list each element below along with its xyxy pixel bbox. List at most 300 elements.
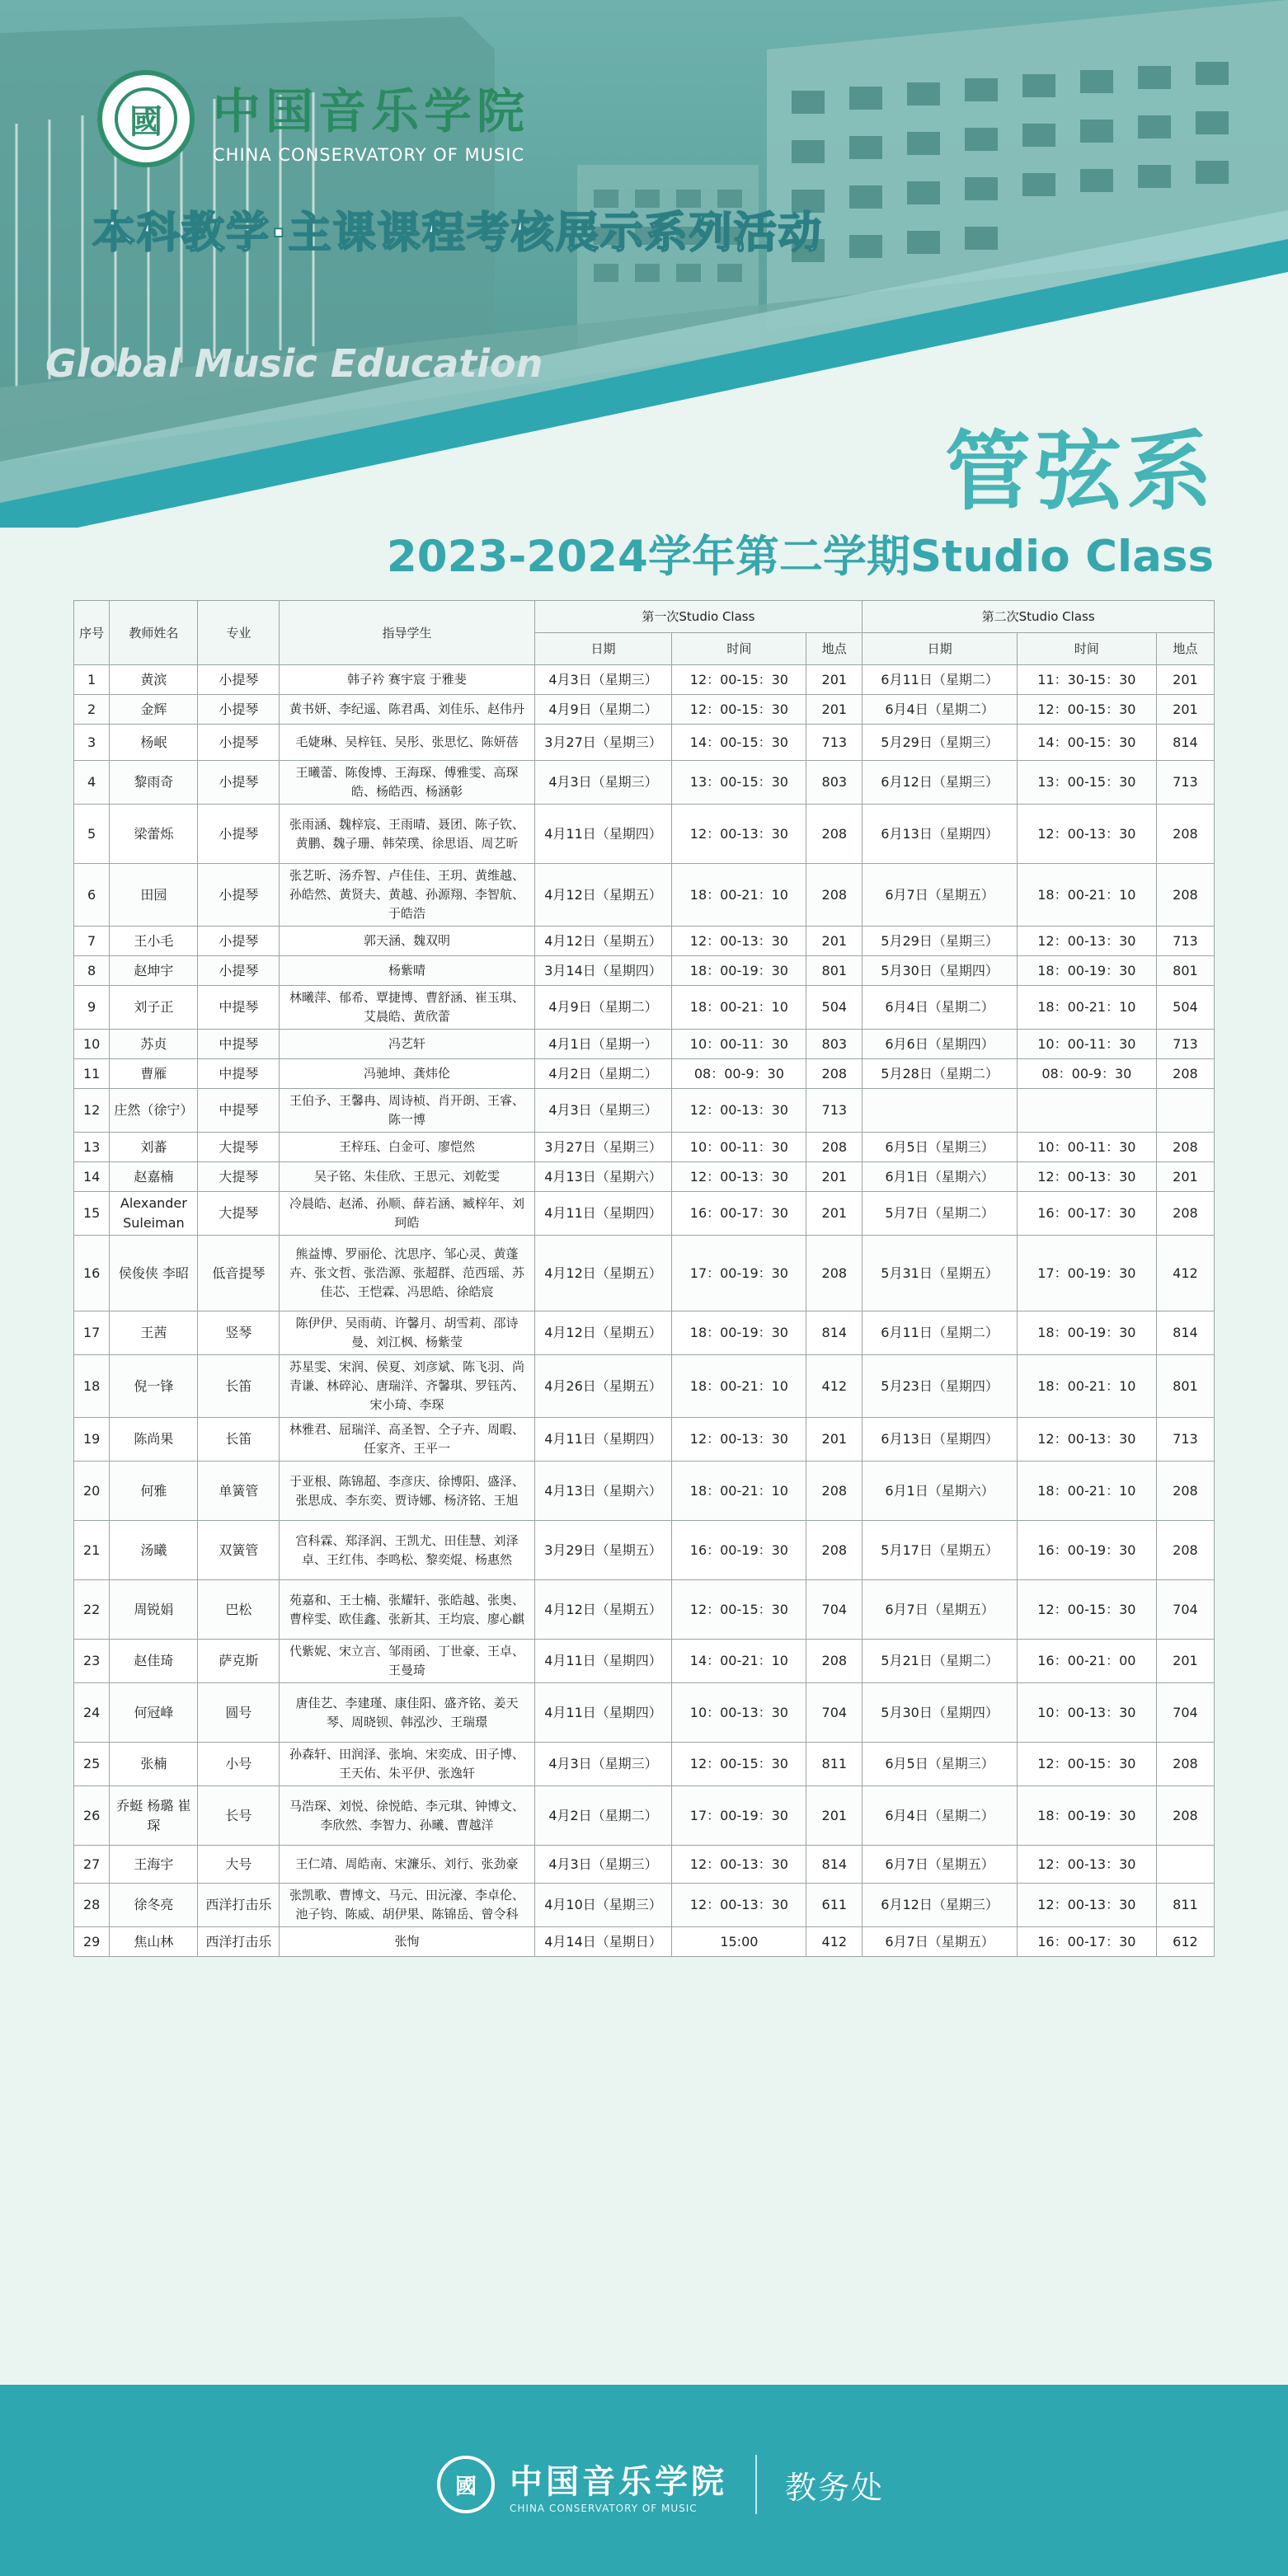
header-students: 指导学生 [280,601,534,665]
cell-time-2: 12：00-15：30 [1017,1743,1156,1786]
cell-place-1: 201 [806,1162,863,1192]
cell-time-1: 15:00 [672,1927,806,1957]
cell-place-1: 814 [806,1846,863,1884]
cell-no: 9 [74,986,110,1030]
cell-students: 林曦萍、郁希、覃捷博、曹舒涵、崔玉琪、艾晨皓、黄欣蕾 [280,986,534,1030]
cell-time-1: 16：00-19：30 [672,1521,806,1580]
school-logo [97,70,529,167]
cell-no: 4 [74,761,110,805]
cell-no: 16 [74,1236,110,1311]
cell-major: 小号 [198,1743,280,1786]
cell-time-1: 12：00-15：30 [672,665,806,695]
cell-teacher: 何雅 [110,1462,198,1521]
cell-place-1: 201 [806,665,863,695]
table-row [74,1786,1215,1846]
cell-students: 王梓珏、白金可、廖恺然 [280,1133,534,1162]
cell-place-2: 208 [1156,805,1214,864]
table-row [74,1355,1215,1418]
table-row [74,1927,1215,1957]
semester-title: 2023-2024学年第二学期Studio Class [386,532,1214,582]
cell-date-1: 4月11日（星期四） [534,1192,672,1236]
table-row [74,1418,1215,1462]
cell-major: 圆号 [198,1683,280,1743]
table-row [74,1521,1215,1580]
cell-time-2: 10：00-11：30 [1017,1133,1156,1162]
cell-major: 大提琴 [198,1133,280,1162]
cell-time-1: 12：00-13：30 [672,927,806,956]
cell-place-2: 801 [1156,1355,1214,1418]
cell-no: 10 [74,1030,110,1059]
cell-major: 西洋打击乐 [198,1884,280,1927]
cell-major: 竖琴 [198,1311,280,1355]
cell-teacher: 徐冬亮 [110,1884,198,1927]
cell-major: 小提琴 [198,927,280,956]
cell-time-1: 18：00-21：10 [672,864,806,927]
cell-no: 2 [74,695,110,725]
cell-students: 宫科霖、郑泽润、王凯尤、田佳慧、刘泽卓、王红伟、李鸣松、黎奕焜、杨惠然 [280,1521,534,1580]
cell-teacher: 苏贞 [110,1030,198,1059]
cell-place-2: 713 [1156,927,1214,956]
cell-time-1: 12：00-13：30 [672,1162,806,1192]
cell-teacher: 王海宇 [110,1846,198,1884]
cell-no: 20 [74,1462,110,1521]
cell-time-2: 12：00-13：30 [1017,1884,1156,1927]
cell-students: 冷晨皓、赵浠、孙顺、薛若涵、臧梓年、刘珂皓 [280,1192,534,1236]
cell-date-2: 5月30日（星期四） [863,1683,1018,1743]
cell-place-1: 208 [806,1059,863,1089]
header-first-class: 第一次Studio Class [534,601,863,633]
cell-place-2: 208 [1156,1462,1214,1521]
cell-time-1: 10：00-11：30 [672,1133,806,1162]
cell-teacher: 田园 [110,864,198,927]
table-row [74,1683,1215,1743]
cell-major: 长笛 [198,1418,280,1462]
cell-teacher: 汤曦 [110,1521,198,1580]
cell-date-2: 6月13日（星期四） [863,1418,1018,1462]
cell-place-2: 208 [1156,1059,1214,1089]
cell-place-2: 208 [1156,864,1214,927]
table-row [74,1846,1215,1884]
cell-place-1: 704 [806,1683,863,1743]
cell-no: 5 [74,805,110,864]
cell-major: 小提琴 [198,695,280,725]
cell-students: 张凯歌、曹博文、马元、田沅濠、李卓伦、池子钧、陈威、胡伊果、陈锦岳、曾令科 [280,1884,534,1927]
cell-place-2: 801 [1156,956,1214,986]
cell-place-1: 208 [806,864,863,927]
cell-place-2 [1156,1089,1214,1133]
cell-major: 小提琴 [198,956,280,986]
footer-office-name: 教务处 [785,2469,885,2506]
cell-students: 杨紫晴 [280,956,534,986]
cell-students: 苑嘉和、王士楠、张耀轩、张皓越、张奥、曹梓雯、欧佳鑫、张新其、王均宸、廖心麒 [280,1580,534,1640]
cell-place-2: 612 [1156,1927,1214,1957]
cell-teacher: 乔蜓 杨璐 崔琛 [110,1786,198,1846]
cell-major: 小提琴 [198,665,280,695]
cell-place-2: 704 [1156,1683,1214,1743]
cell-date-1: 4月14日（星期日） [534,1927,672,1957]
cell-place-1: 208 [806,1640,863,1683]
cell-date-2: 5月29日（星期三） [863,927,1018,956]
cell-date-2: 6月1日（星期六） [863,1462,1018,1521]
table-row [74,986,1215,1030]
table-row [74,1162,1215,1192]
cell-date-2: 6月12日（星期三） [863,761,1018,805]
cell-teacher: 刘蕃 [110,1133,198,1162]
cell-time-2: 18：00-19：30 [1017,956,1156,986]
cell-place-2: 811 [1156,1884,1214,1927]
cell-date-2: 6月4日（星期二） [863,695,1018,725]
cell-students: 张雨涵、魏梓宸、王雨晴、聂团、陈子钦、黄鹏、魏子珊、韩荣璞、徐思语、周艺昕 [280,805,534,864]
cell-students: 熊益博、罗丽伦、沈思序、邹心灵、黄蓬卉、张文哲、张浩源、张超群、范西瑶、苏佳芯、王恺霖、冯思皓、徐皓宸 [280,1236,534,1311]
cell-date-1: 4月12日（星期五） [534,927,672,956]
cell-place-1: 801 [806,956,863,986]
cell-major: 大提琴 [198,1162,280,1192]
cell-major: 中提琴 [198,1059,280,1089]
cell-place-2: 208 [1156,1133,1214,1162]
cell-date-1: 4月11日（星期四） [534,805,672,864]
cell-place-2: 814 [1156,725,1214,761]
cell-time-2: 16：00-17：30 [1017,1192,1156,1236]
cell-date-1: 3月27日（星期三） [534,725,672,761]
cell-date-1: 4月13日（星期六） [534,1162,672,1192]
cell-time-2: 12：00-15：30 [1017,1580,1156,1640]
cell-no: 28 [74,1884,110,1927]
cell-place-2: 713 [1156,761,1214,805]
cell-place-2: 713 [1156,1418,1214,1462]
cell-place-1: 208 [806,1133,863,1162]
cell-time-2: 12：00-15：30 [1017,695,1156,725]
schedule-table-wrapper [73,600,1215,1957]
cell-place-2: 208 [1156,1786,1214,1846]
cell-place-1: 814 [806,1311,863,1355]
cell-time-1: 17：00-19：30 [672,1786,806,1846]
cell-no: 24 [74,1683,110,1743]
header-major: 专业 [198,601,280,665]
cell-teacher: 杨岷 [110,725,198,761]
header-time-1: 时间 [672,633,806,665]
cell-date-1: 4月11日（星期四） [534,1418,672,1462]
cell-teacher: 周锐娟 [110,1580,198,1640]
footer-divider [755,2455,757,2514]
cell-time-2: 08：00-9：30 [1017,1059,1156,1089]
cell-time-1: 12：00-15：30 [672,695,806,725]
cell-no: 27 [74,1846,110,1884]
cell-time-2: 16：00-17：30 [1017,1927,1156,1957]
cell-date-2: 6月7日（星期五） [863,1927,1018,1957]
table-row [74,665,1215,695]
cell-place-2: 412 [1156,1236,1214,1311]
seal-character: 國 [115,87,177,150]
cell-students: 张恂 [280,1927,534,1957]
cell-teacher: 王茜 [110,1311,198,1355]
cell-place-1: 201 [806,927,863,956]
cell-place-2: 201 [1156,665,1214,695]
cell-teacher: 张楠 [110,1743,198,1786]
header-time-2: 时间 [1017,633,1156,665]
cell-place-2: 201 [1156,1162,1214,1192]
cell-time-2: 16：00-21：00 [1017,1640,1156,1683]
cell-date-1: 4月12日（星期五） [534,1236,672,1311]
cell-major: 双簧管 [198,1521,280,1580]
cell-time-2: 18：00-21：10 [1017,986,1156,1030]
cell-place-1: 201 [806,1418,863,1462]
cell-major: 小提琴 [198,725,280,761]
cell-students: 孙森轩、田润泽、张垧、宋奕成、田子博、王天佑、朱平伊、张逸轩 [280,1743,534,1786]
cell-date-2: 6月6日（星期四） [863,1030,1018,1059]
table-row [74,1192,1215,1236]
cell-no: 17 [74,1311,110,1355]
cell-time-1: 12：00-13：30 [672,1089,806,1133]
cell-major: 低音提琴 [198,1236,280,1311]
cell-teacher: 黎雨奇 [110,761,198,805]
footer-school-name-en: CHINA CONSERVATORY OF MUSIC [510,2502,698,2514]
cell-place-2: 201 [1156,1640,1214,1683]
cell-time-1: 12：00-13：30 [672,1418,806,1462]
cell-major: 大提琴 [198,1192,280,1236]
cell-major: 单簧管 [198,1462,280,1521]
school-seal-icon [97,70,195,167]
table-row [74,1743,1215,1786]
cell-place-1: 713 [806,725,863,761]
cell-date-1: 4月2日（星期二） [534,1786,672,1846]
footer-seal-icon: 國 [437,2456,495,2513]
cell-students: 王曦蕾、陈俊博、王海琛、傅雅雯、高琛皓、杨皓西、杨涵彰 [280,761,534,805]
cell-time-1: 18：00-21：10 [672,1462,806,1521]
header-date-1: 日期 [534,633,672,665]
cell-major: 小提琴 [198,761,280,805]
cell-major: 长号 [198,1786,280,1846]
cell-no: 25 [74,1743,110,1786]
cell-date-1: 4月2日（星期二） [534,1059,672,1089]
cell-date-1: 4月12日（星期五） [534,1311,672,1355]
cell-time-1: 14：00-15：30 [672,725,806,761]
cell-teacher: 倪一锋 [110,1355,198,1418]
cell-place-1: 208 [806,805,863,864]
cell-date-1: 4月26日（星期五） [534,1355,672,1418]
cell-teacher: 王小毛 [110,927,198,956]
cell-date-2: 6月4日（星期二） [863,1786,1018,1846]
cell-place-1: 201 [806,1786,863,1846]
cell-date-2: 6月5日（星期三） [863,1133,1018,1162]
cell-students: 王伯予、王馨冉、周诗桢、肖开朗、王睿、陈一博 [280,1089,534,1133]
cell-place-1: 412 [806,1355,863,1418]
cell-no: 22 [74,1580,110,1640]
cell-no: 11 [74,1059,110,1089]
cell-date-1: 4月3日（星期三） [534,761,672,805]
cell-major: 中提琴 [198,986,280,1030]
table-row [74,695,1215,725]
cell-teacher: 黄滨 [110,665,198,695]
header-place-1: 地点 [806,633,863,665]
cell-no: 29 [74,1927,110,1957]
cell-students: 冯艺轩 [280,1030,534,1059]
table-row [74,1884,1215,1927]
cell-time-1: 12：00-13：30 [672,1846,806,1884]
cell-teacher: 刘子正 [110,986,198,1030]
cell-major: 小提琴 [198,864,280,927]
header-date-2: 日期 [863,633,1018,665]
cell-place-2: 704 [1156,1580,1214,1640]
cell-no: 19 [74,1418,110,1462]
cell-place-1: 201 [806,695,863,725]
cell-place-2 [1156,1846,1214,1884]
table-row [74,1640,1215,1683]
cell-teacher: 何冠峰 [110,1683,198,1743]
cell-date-2: 5月30日（星期四） [863,956,1018,986]
cell-no: 6 [74,864,110,927]
cell-teacher: 金辉 [110,695,198,725]
cell-date-1: 4月9日（星期二） [534,695,672,725]
cell-date-1: 4月11日（星期四） [534,1640,672,1683]
cell-teacher: 赵佳琦 [110,1640,198,1683]
table-row [74,927,1215,956]
cell-major: 大号 [198,1846,280,1884]
cell-teacher: 赵嘉楠 [110,1162,198,1192]
cell-major: 西洋打击乐 [198,1927,280,1957]
school-name-cn: 中国音乐学院 [213,83,530,139]
cell-no: 13 [74,1133,110,1162]
cell-place-2: 208 [1156,1743,1214,1786]
table-row [74,761,1215,805]
cell-major: 小提琴 [198,805,280,864]
cell-time-2: 16：00-19：30 [1017,1521,1156,1580]
cell-time-2: 18：00-21：10 [1017,1355,1156,1418]
cell-date-1: 4月9日（星期二） [534,986,672,1030]
table-row [74,1133,1215,1162]
cell-date-1: 3月27日（星期三） [534,1133,672,1162]
cell-no: 21 [74,1521,110,1580]
cell-place-1: 208 [806,1236,863,1311]
cell-place-2: 201 [1156,695,1214,725]
table-row [74,805,1215,864]
cell-time-1: 18：00-19：30 [672,956,806,986]
cell-students: 代紫妮、宋立言、邹雨函、丁世豪、王卓、王曼琦 [280,1640,534,1683]
cell-teacher: 赵坤宇 [110,956,198,986]
cell-place-1: 803 [806,1030,863,1059]
school-name-en: CHINA CONSERVATORY OF MUSIC [213,145,525,165]
cell-date-1: 4月3日（星期三） [534,1743,672,1786]
cell-no: 15 [74,1192,110,1236]
cell-no: 14 [74,1162,110,1192]
cell-students: 苏星雯、宋润、侯夏、刘彦斌、陈飞羽、尚青谦、林碎沁、唐瑞洋、齐馨琪、罗钰芮、宋小琦、李琛 [280,1355,534,1418]
header-no: 序号 [74,601,110,665]
cell-students: 张艺昕、汤乔智、卢佳佳、王玥、黄维越、孙皓然、黄贤夫、黄越、孙源翔、李智航、于皓浩 [280,864,534,927]
cell-date-1: 4月11日（星期四） [534,1683,672,1743]
event-title: 本科教学·主课课程考核展示系列活动 [92,209,823,258]
cell-time-2: 12：00-13：30 [1017,1162,1156,1192]
table-row [74,1030,1215,1059]
table-row [74,864,1215,927]
cell-date-1: 4月13日（星期六） [534,1462,672,1521]
table-row [74,1462,1215,1521]
cell-teacher: 曹雁 [110,1059,198,1089]
cell-teacher: 侯俊侠 李昭 [110,1236,198,1311]
cell-date-2: 6月12日（星期三） [863,1884,1018,1927]
cell-place-2: 208 [1156,1521,1214,1580]
cell-date-2: 6月13日（星期四） [863,805,1018,864]
cell-date-2: 5月17日（星期五） [863,1521,1018,1580]
department-title: 管弦系 [944,421,1217,522]
cell-time-2: 18：00-19：30 [1017,1311,1156,1355]
cell-time-2: 12：00-13：30 [1017,1846,1156,1884]
cell-place-2: 713 [1156,1030,1214,1059]
cell-date-2: 6月1日（星期六） [863,1162,1018,1192]
cell-date-1: 3月29日（星期五） [534,1521,672,1580]
cell-time-1: 13：00-15：30 [672,761,806,805]
cell-place-2: 504 [1156,986,1214,1030]
cell-date-1: 4月12日（星期五） [534,864,672,927]
cell-time-1: 12：00-15：30 [672,1743,806,1786]
cell-date-2: 6月7日（星期五） [863,864,1018,927]
cell-time-2: 14：00-15：30 [1017,725,1156,761]
cell-time-1: 12：00-15：30 [672,1580,806,1640]
cell-time-2: 10：00-11：30 [1017,1030,1156,1059]
cell-no: 18 [74,1355,110,1418]
cell-place-1: 208 [806,1521,863,1580]
cell-teacher: Alexander Suleiman [110,1192,198,1236]
cell-time-1: 08：00-9：30 [672,1059,806,1089]
cell-time-1: 17：00-19：30 [672,1236,806,1311]
cell-place-1: 704 [806,1580,863,1640]
cell-no: 12 [74,1089,110,1133]
cell-major: 中提琴 [198,1030,280,1059]
cell-time-1: 14：00-21：10 [672,1640,806,1683]
cell-place-1: 811 [806,1743,863,1786]
cell-no: 1 [74,665,110,695]
cell-date-2: 6月11日（星期二） [863,1311,1018,1355]
table-row [74,1059,1215,1089]
cell-teacher: 庄然（徐宁） [110,1089,198,1133]
cell-date-1: 4月12日（星期五） [534,1580,672,1640]
cell-date-2 [863,1089,1018,1133]
table-row [74,1311,1215,1355]
cell-teacher: 陈尚果 [110,1418,198,1462]
cell-date-2: 6月7日（星期五） [863,1580,1018,1640]
cell-time-2: 17：00-19：30 [1017,1236,1156,1311]
cell-no: 23 [74,1640,110,1683]
cell-date-2: 5月29日（星期三） [863,725,1018,761]
table-row [74,725,1215,761]
table-row [74,956,1215,986]
table-row [74,1580,1215,1640]
cell-time-1: 10：00-13：30 [672,1683,806,1743]
cell-date-1: 4月10日（星期三） [534,1884,672,1927]
cell-date-2: 5月23日（星期四） [863,1355,1018,1418]
cell-date-2: 5月21日（星期二） [863,1640,1018,1683]
cell-no: 3 [74,725,110,761]
header-second-class: 第二次Studio Class [863,601,1215,633]
cell-students: 林雅君、屈瑞洋、高圣智、仝子卉、周暇、任家齐、王平一 [280,1418,534,1462]
cell-time-1: 10：00-11：30 [672,1030,806,1059]
cell-date-2: 5月31日（星期五） [863,1236,1018,1311]
cell-place-1: 713 [806,1089,863,1133]
cell-students: 马浩琛、刘悦、徐悦皓、李元琪、钟博文、李欣然、李智力、孙曦、曹越洋 [280,1786,534,1846]
cell-time-1: 18：00-21：10 [672,1355,806,1418]
cell-no: 7 [74,927,110,956]
cell-date-2: 6月4日（星期二） [863,986,1018,1030]
cell-time-1: 12：00-13：30 [672,805,806,864]
cell-date-1: 3月14日（星期四） [534,956,672,986]
cell-students: 韩子衿 赛宇宸 于雅斐 [280,665,534,695]
cell-date-1: 4月3日（星期三） [534,1846,672,1884]
cell-no: 26 [74,1786,110,1846]
cell-time-2: 12：00-13：30 [1017,927,1156,956]
cell-date-1: 4月3日（星期三） [534,665,672,695]
cell-students: 王仁靖、周皓南、宋濂乐、刘行、张劲豪 [280,1846,534,1884]
cell-students: 吴子铭、朱佳欣、王思元、刘乾雯 [280,1162,534,1192]
cell-time-1: 18：00-19：30 [672,1311,806,1355]
studio-class-schedule-table [73,600,1215,1957]
